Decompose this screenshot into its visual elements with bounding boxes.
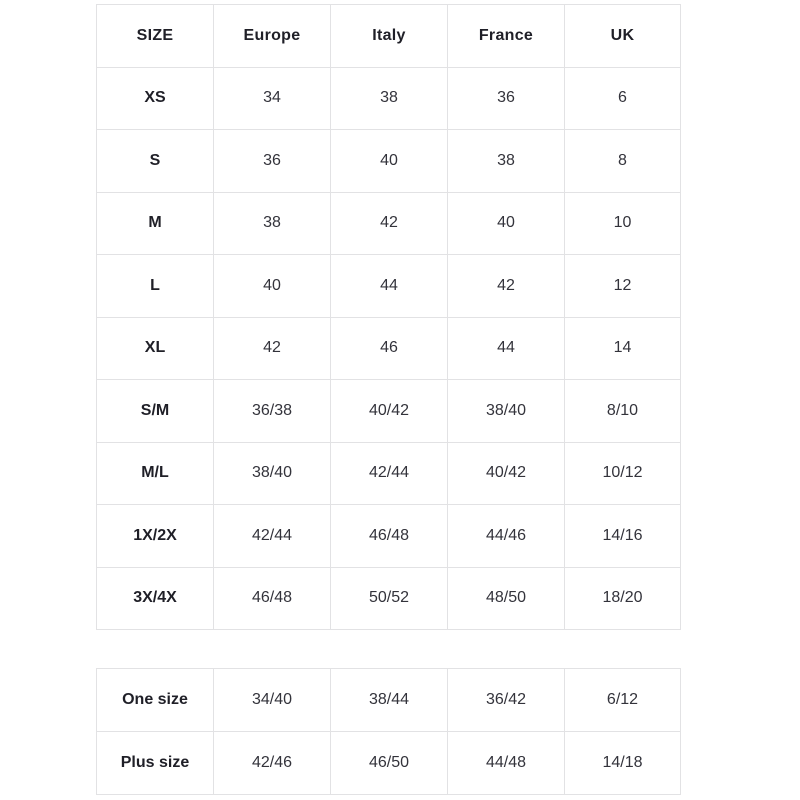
cell-europe: 40 <box>214 255 331 318</box>
column-header-size: SIZE <box>97 5 214 68</box>
table-row <box>97 67 681 130</box>
table-row <box>97 255 681 318</box>
table-row <box>97 380 681 443</box>
row-label: M/L <box>97 442 214 505</box>
cell-italy: 46/50 <box>331 732 448 795</box>
cell-uk: 6 <box>565 67 681 130</box>
column-header-uk: UK <box>565 5 681 68</box>
row-label: 1X/2X <box>97 505 214 568</box>
cell-france: 38/40 <box>448 380 565 443</box>
table-row <box>97 442 681 505</box>
cell-europe: 38/40 <box>214 442 331 505</box>
table-body <box>97 67 681 630</box>
cell-italy: 46 <box>331 317 448 380</box>
cell-europe: 46/48 <box>214 567 331 630</box>
column-header-france: France <box>448 5 565 68</box>
cell-uk: 18/20 <box>565 567 681 630</box>
row-label: M <box>97 192 214 255</box>
cell-france: 38 <box>448 130 565 193</box>
cell-france: 40/42 <box>448 442 565 505</box>
cell-italy: 46/48 <box>331 505 448 568</box>
size-conversion-table-wrapper <box>96 4 680 630</box>
table-row <box>97 669 681 732</box>
cell-uk: 10 <box>565 192 681 255</box>
row-label: S <box>97 130 214 193</box>
cell-france: 44/46 <box>448 505 565 568</box>
cell-italy: 40 <box>331 130 448 193</box>
cell-italy: 42 <box>331 192 448 255</box>
one-size-table-wrapper <box>96 668 680 795</box>
cell-europe: 42/44 <box>214 505 331 568</box>
cell-europe: 34 <box>214 67 331 130</box>
cell-europe: 38 <box>214 192 331 255</box>
table-row <box>97 505 681 568</box>
cell-france: 36 <box>448 67 565 130</box>
cell-france: 44 <box>448 317 565 380</box>
cell-france: 48/50 <box>448 567 565 630</box>
cell-europe: 36/38 <box>214 380 331 443</box>
cell-uk: 10/12 <box>565 442 681 505</box>
table-body <box>97 669 681 795</box>
table-header <box>97 5 681 68</box>
row-label: XS <box>97 67 214 130</box>
cell-europe: 36 <box>214 130 331 193</box>
cell-europe: 34/40 <box>214 669 331 732</box>
cell-uk: 8/10 <box>565 380 681 443</box>
cell-uk: 6/12 <box>565 669 681 732</box>
cell-europe: 42/46 <box>214 732 331 795</box>
cell-uk: 14/16 <box>565 505 681 568</box>
row-label: 3X/4X <box>97 567 214 630</box>
row-label: One size <box>97 669 214 732</box>
row-label: L <box>97 255 214 318</box>
row-label: XL <box>97 317 214 380</box>
cell-uk: 8 <box>565 130 681 193</box>
cell-italy: 42/44 <box>331 442 448 505</box>
cell-italy: 38/44 <box>331 669 448 732</box>
table-row <box>97 192 681 255</box>
column-header-europe: Europe <box>214 5 331 68</box>
table-header-row <box>97 5 681 68</box>
cell-france: 44/48 <box>448 732 565 795</box>
cell-uk: 14/18 <box>565 732 681 795</box>
row-label: Plus size <box>97 732 214 795</box>
one-size-table <box>96 668 681 795</box>
cell-france: 40 <box>448 192 565 255</box>
cell-uk: 12 <box>565 255 681 318</box>
cell-italy: 40/42 <box>331 380 448 443</box>
table-row <box>97 732 681 795</box>
cell-italy: 38 <box>331 67 448 130</box>
cell-italy: 44 <box>331 255 448 318</box>
cell-france: 42 <box>448 255 565 318</box>
cell-france: 36/42 <box>448 669 565 732</box>
size-conversion-table <box>96 4 681 630</box>
row-label: S/M <box>97 380 214 443</box>
cell-uk: 14 <box>565 317 681 380</box>
column-header-italy: Italy <box>331 5 448 68</box>
table-row <box>97 317 681 380</box>
table-row <box>97 130 681 193</box>
cell-italy: 50/52 <box>331 567 448 630</box>
cell-europe: 42 <box>214 317 331 380</box>
table-row <box>97 567 681 630</box>
